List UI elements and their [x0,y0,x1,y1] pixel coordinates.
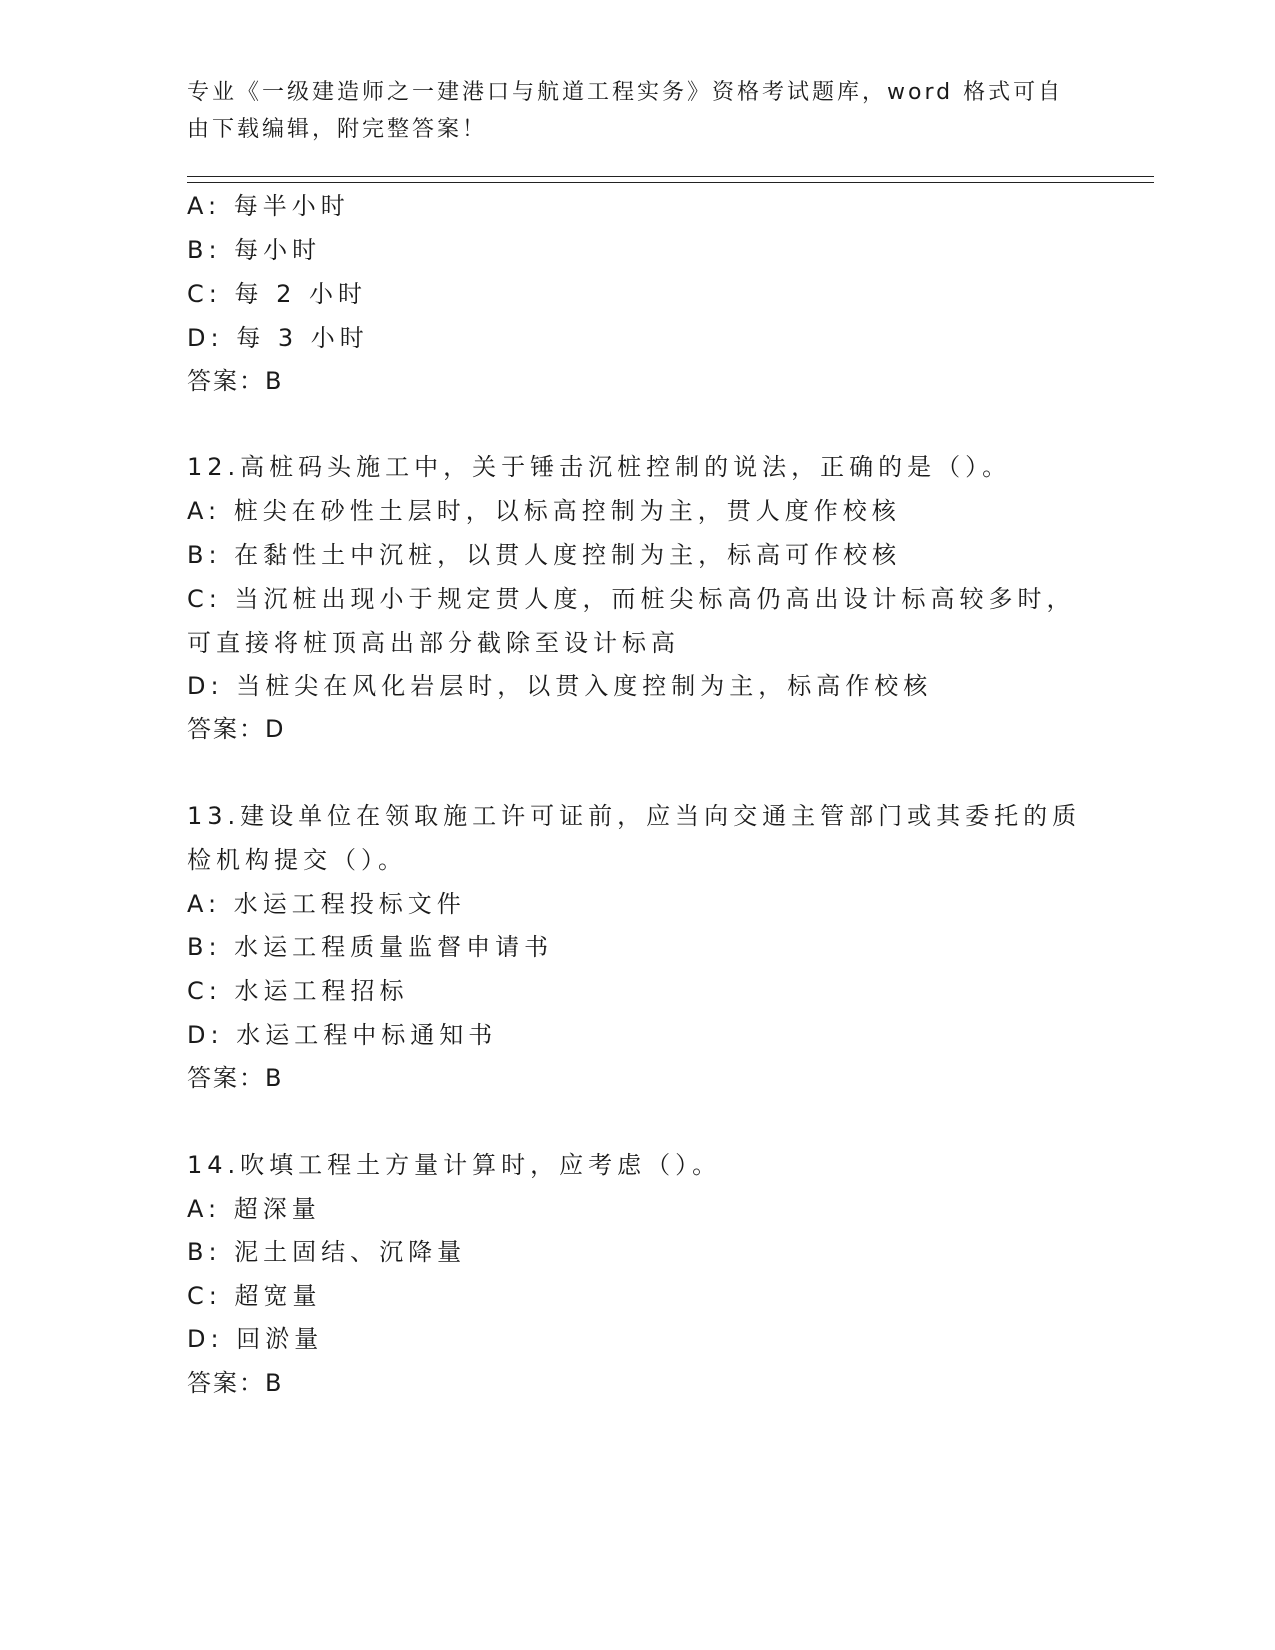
q13-question: 13.建设单位在领取施工许可证前，应当向交通主管部门或其委托的质 [187,802,1082,830]
q14-answer: 答案：B [187,1369,284,1397]
q13-option-b: B: 水运工程质量监督申请书 [187,933,554,961]
header-divider-top [187,176,1154,177]
q12-option-c-continued: 可直接将桩顶高出部分截除至设计标高 [187,629,680,657]
q12-option-a: A: 桩尖在砂性土层时，以标高控制为主，贯人度作校核 [187,497,901,525]
header-divider-bottom [187,182,1154,183]
document-header: 专业《一级建造师之一建港口与航道工程实务》资格考试题库，word 格式可自由下载编辑，附完整答案！ [187,80,1064,142]
q14-option-d: D: 回淤量 [187,1325,324,1353]
q11-option-a: A: 每半小时 [187,192,350,220]
q11-answer: 答案：B [187,367,284,395]
q11-option-b: B: 每小时 [187,236,322,264]
q13-answer: 答案：B [187,1064,284,1092]
q12-answer: 答案：D [187,715,286,743]
q12-question: 12.高桩码头施工中，关于锤击沉桩控制的说法，正确的是（）。 [187,453,1012,481]
q11-option-c: C: 每 2 小时 [187,280,367,308]
q11-option-d: D: 每 3 小时 [187,324,369,352]
q13-option-a: A: 水运工程投标文件 [187,890,466,918]
q12-option-d: D: 当桩尖在风化岩层时，以贯入度控制为主，标高作校核 [187,672,933,700]
q14-option-c: C: 超宽量 [187,1282,322,1310]
q12-option-b: B: 在黏性土中沉桩，以贯人度控制为主，标高可作校核 [187,541,902,569]
q13-option-c: C: 水运工程招标 [187,977,409,1005]
q12-option-c: C: 当沉桩出现小于规定贯人度，而桩尖标高仍高出设计标高较多时， [187,585,1076,613]
q14-option-a: A: 超深量 [187,1195,321,1223]
q14-option-b: B: 泥土固结、沉降量 [187,1238,467,1266]
q14-question: 14.吹填工程土方量计算时，应考虑（）。 [187,1151,722,1179]
q13-option-d: D: 水运工程中标通知书 [187,1021,498,1049]
q13-question-continued: 检机构提交（）。 [187,846,407,874]
